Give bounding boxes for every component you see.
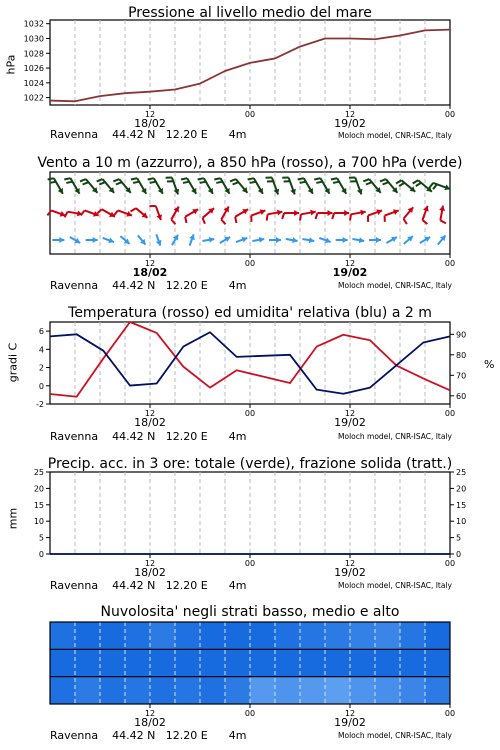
x-tick-label: 00	[244, 110, 256, 119]
temperature-chart	[0, 300, 500, 445]
cloud-cell	[150, 622, 176, 649]
barb-feather	[267, 214, 268, 220]
model-credit-1: Moloch model, CNR-ISAC, Italy	[338, 131, 452, 140]
cloud-cell	[250, 677, 276, 704]
barb-feather	[116, 182, 122, 184]
x-tick-label: 12	[344, 409, 356, 418]
wind-barb	[314, 178, 329, 194]
barb-feather	[203, 218, 205, 224]
cloud-cell	[100, 649, 126, 676]
cloud-title: Nuvolosita' negli strati basso, medio e alto	[100, 604, 400, 620]
wind-barb	[252, 237, 264, 243]
cloud-panel	[0, 600, 500, 750]
barb-feather	[235, 217, 236, 223]
date-label: 19/02	[334, 566, 366, 579]
wind-barb	[86, 237, 98, 243]
wind-barb	[166, 178, 180, 195]
y-tick-label: 1028	[23, 49, 44, 59]
precip-panel	[0, 452, 500, 597]
barb-feather	[350, 214, 351, 220]
wind-barb	[422, 206, 428, 224]
precip-title: Precip. acc. in 3 ore: totale (verde), frazione solida (tratt.)	[47, 456, 453, 472]
wind-barb	[380, 179, 397, 193]
y-tick-label: 20	[456, 484, 467, 494]
barb-feather	[181, 178, 187, 179]
wind-panel	[0, 150, 500, 295]
barb-feather	[433, 184, 437, 189]
y-tick-label: 90	[456, 330, 467, 340]
humidity-ylabel: %	[484, 358, 495, 371]
cloud-cell	[400, 649, 426, 676]
x-tick-label: 12	[344, 259, 356, 268]
wind-barb	[282, 178, 296, 195]
plot-frame	[50, 322, 450, 404]
cloud-cell	[125, 677, 151, 704]
y-tick-label: 5	[456, 533, 462, 543]
cloud-cell	[425, 677, 451, 704]
cloud-cell	[300, 677, 326, 704]
y-tick-label: 80	[456, 350, 467, 360]
barb-feather	[282, 213, 284, 219]
x-tick-label: 12	[144, 709, 156, 718]
plot-frame	[50, 472, 450, 554]
wind-barb	[363, 179, 380, 193]
x-tick-label: 00	[244, 259, 256, 268]
barb-feather	[131, 178, 137, 179]
cloud-cell	[325, 649, 351, 676]
cloud-cell	[225, 649, 251, 676]
barb-head	[93, 237, 98, 243]
date-label: 19/02	[334, 716, 366, 729]
barb-feather	[300, 182, 306, 183]
y-tick-label: 1032	[23, 19, 44, 29]
y-tick-label: 4	[38, 345, 44, 355]
barb-feather	[429, 183, 433, 188]
wind-barb	[396, 180, 415, 192]
barb-head	[344, 210, 349, 216]
barb-head	[276, 237, 281, 243]
location-line-2: Ravenna 44.42 N 12.20 E 4m	[50, 279, 247, 292]
barb-feather	[333, 182, 339, 183]
cloud-cell	[50, 649, 76, 676]
wind-barb	[413, 180, 432, 192]
wind-barb	[235, 209, 248, 223]
wind-barb	[203, 208, 214, 224]
cloud-cell	[150, 649, 176, 676]
wind-barb	[385, 209, 399, 222]
x-tick-label: 00	[244, 409, 256, 418]
cloud-cell	[225, 677, 251, 704]
cloud-cell	[150, 677, 176, 704]
wind-barb	[64, 178, 79, 194]
wind-barb	[214, 178, 229, 194]
y-tick-label: 10	[33, 517, 44, 527]
y-tick-label: 15	[456, 500, 467, 510]
cloud-cell	[400, 677, 426, 704]
x-tick-label: 00	[444, 709, 456, 718]
barb-head	[343, 237, 348, 243]
barb-feather	[50, 182, 56, 183]
cloud-cell	[300, 622, 326, 649]
wind-barb	[236, 237, 247, 243]
barb-feather	[133, 182, 139, 183]
barb-feather	[66, 182, 72, 183]
wind-barb	[185, 209, 198, 223]
wind-barb	[103, 238, 114, 244]
cloud-cell	[325, 622, 351, 649]
wind-barb	[230, 179, 247, 193]
x-tick-label: 12	[144, 409, 156, 418]
x-tick-label: 12	[144, 259, 156, 268]
wind-barb	[97, 179, 114, 193]
barb-feather	[150, 182, 156, 183]
barb-feather	[404, 219, 407, 224]
barb-feather	[331, 178, 337, 179]
wind-barb	[429, 183, 450, 190]
cloud-cell	[175, 649, 201, 676]
barb-feather	[131, 208, 136, 211]
barb-head	[328, 210, 333, 216]
x-tick-label: 12	[344, 709, 356, 718]
wind-barb	[336, 237, 348, 243]
wind-barb	[156, 234, 162, 245]
cloud-cell	[75, 649, 101, 676]
barb-feather	[216, 182, 222, 183]
barb-feather	[48, 178, 54, 179]
barb-feather	[97, 179, 103, 181]
wind-barb	[181, 178, 196, 194]
wind-barb	[332, 210, 349, 219]
cloud-cell	[425, 622, 451, 649]
y-tick-label: 1026	[23, 64, 44, 74]
barb-feather	[413, 180, 418, 183]
barb-feather	[185, 217, 186, 223]
humidity-line	[50, 332, 450, 394]
cloud-cell	[50, 622, 76, 649]
cloud-cell	[125, 622, 151, 649]
barb-feather	[314, 178, 320, 179]
date-label: 18/02	[134, 566, 166, 579]
date-label: 19/02	[334, 416, 366, 429]
cloud-cell	[300, 649, 326, 676]
barb-feather	[81, 210, 85, 215]
cloud-cell	[350, 622, 376, 649]
model-credit-2: Moloch model, CNR-ISAC, Italy	[338, 281, 452, 290]
date-label: 19/02	[332, 266, 368, 279]
barb-feather	[214, 178, 220, 179]
barb-feather	[64, 178, 70, 179]
wind-barb	[438, 235, 446, 244]
barb-feather	[316, 213, 318, 219]
cloud-cell	[100, 677, 126, 704]
x-tick-label: 12	[144, 559, 156, 568]
cloud-cell	[200, 622, 226, 649]
x-tick-label: 12	[344, 559, 356, 568]
y-tick-label: 25	[33, 468, 44, 477]
cloud-cell	[100, 622, 126, 649]
barb-feather	[399, 183, 404, 186]
pressure-ylabel: hPa	[4, 54, 18, 75]
y-tick-label: 1022	[23, 93, 44, 103]
y-tick-label: 15	[33, 500, 44, 510]
barb-head	[59, 237, 64, 243]
cloud-cell	[50, 677, 76, 704]
y-tick-label: 0	[38, 381, 44, 391]
cloud-cell	[325, 677, 351, 704]
wind-barb	[266, 178, 280, 195]
wind-barb	[350, 210, 366, 221]
precip-chart	[0, 452, 500, 597]
wind-barb	[80, 179, 97, 193]
x-tick-label: 00	[444, 409, 456, 418]
date-label: 18/02	[134, 117, 166, 130]
pressure-title: Pressione al livello medio del mare	[128, 5, 372, 21]
wind-barb	[149, 206, 162, 220]
barb-feather	[396, 180, 401, 183]
y-tick-label: 70	[456, 371, 467, 381]
precip-ylabel: mm	[6, 507, 20, 530]
wind-barb	[316, 210, 333, 219]
cloud-cell	[75, 622, 101, 649]
model-credit-4: Moloch model, CNR-ISAC, Italy	[338, 581, 452, 590]
barb-feather	[383, 182, 389, 184]
cloud-cell	[175, 622, 201, 649]
wind-barb	[131, 178, 146, 194]
wind-barb	[114, 210, 132, 216]
model-credit-3: Moloch model, CNR-ISAC, Italy	[338, 432, 452, 441]
cloud-cell	[350, 677, 376, 704]
barb-feather	[198, 178, 204, 179]
cloud-cell	[75, 677, 101, 704]
cloud-cell	[250, 622, 276, 649]
wind-barb	[138, 235, 146, 244]
wind-barb	[81, 210, 99, 216]
barb-feather	[233, 182, 239, 184]
wind-barb	[52, 237, 64, 243]
barb-feather	[83, 182, 89, 184]
wind-barb	[302, 237, 314, 243]
date-label: 18/02	[134, 416, 166, 429]
x-tick-label: 00	[244, 709, 256, 718]
x-tick-label: 12	[344, 110, 356, 119]
cloud-cell	[125, 649, 151, 676]
x-tick-label: 00	[444, 110, 456, 119]
wind-barb	[404, 236, 413, 244]
barb-feather	[200, 182, 206, 183]
wind-barb	[439, 206, 446, 224]
wind-barb	[189, 234, 195, 245]
temperature-title: Temperatura (rosso) ed umidita' relativa (blu) a 2 m	[68, 305, 432, 321]
y-tick-label: 6	[38, 327, 44, 337]
cloud-cell	[425, 649, 451, 676]
wind-barb	[113, 179, 130, 193]
wind-barb	[404, 207, 414, 224]
cloud-cell	[375, 649, 401, 676]
wind-barb	[131, 208, 148, 218]
y-tick-label: -2	[36, 400, 44, 409]
cloud-cell	[400, 622, 426, 649]
cloud-cell	[275, 677, 301, 704]
barb-feather	[416, 183, 421, 186]
model-credit-5: Moloch model, CNR-ISAC, Italy	[338, 731, 452, 740]
cloud-cell	[275, 649, 301, 676]
barb-feather	[300, 214, 301, 220]
location-line-1: Ravenna 44.42 N 12.20 E 4m	[50, 128, 247, 141]
barb-feather	[97, 209, 102, 213]
temperature-panel	[0, 300, 500, 445]
cloud-cell	[375, 677, 401, 704]
barb-feather	[114, 210, 118, 215]
barb-head	[376, 237, 381, 243]
x-tick-label: 00	[244, 559, 256, 568]
wind-chart	[0, 150, 500, 295]
wind-title: Vento a 10 m (azzurro), a 850 hPa (rosso), a 700 hPa (verde)	[37, 155, 463, 171]
barb-feather	[250, 182, 256, 183]
x-tick-label: 00	[444, 259, 456, 268]
date-label: 18/02	[132, 266, 168, 279]
wind-barb	[65, 210, 83, 217]
temperature-ylabel: gradi C	[6, 342, 20, 383]
y-tick-label: 5	[38, 533, 44, 543]
barb-head	[294, 210, 299, 216]
cloud-cell	[350, 649, 376, 676]
barb-feather	[248, 178, 254, 179]
cloud-chart	[0, 600, 500, 750]
barb-feather	[440, 220, 446, 223]
cloud-cell	[250, 649, 276, 676]
barb-feather	[65, 212, 68, 218]
wind-barb	[251, 209, 265, 222]
location-line-5: Ravenna 44.42 N 12.20 E 4m	[50, 729, 247, 742]
barb-feather	[363, 179, 369, 181]
cloud-cell	[200, 677, 226, 704]
y-tick-label: 1030	[23, 34, 44, 44]
x-tick-label: 12	[144, 110, 156, 119]
date-label: 19/02	[334, 117, 366, 130]
y-tick-label: 10	[456, 517, 467, 527]
location-line-4: Ravenna 44.42 N 12.20 E 4m	[50, 579, 247, 592]
date-label: 18/02	[134, 716, 166, 729]
cloud-cell	[200, 649, 226, 676]
y-tick-label: 1024	[23, 78, 44, 88]
y-tick-label: 2	[38, 363, 44, 373]
cloud-cell	[375, 622, 401, 649]
cloud-cell	[275, 622, 301, 649]
wind-barb	[349, 178, 363, 195]
barb-feather	[380, 179, 386, 181]
barb-feather	[230, 179, 236, 181]
barb-feather	[316, 182, 322, 183]
cloud-cell	[225, 622, 251, 649]
y-tick-label: 0	[456, 550, 462, 559]
y-tick-label: 0	[38, 550, 44, 559]
y-tick-label: 25	[456, 468, 467, 477]
cloud-cell	[175, 677, 201, 704]
barb-feather	[47, 210, 51, 215]
barb-feather	[183, 182, 189, 183]
wind-barb	[286, 237, 298, 243]
barb-feather	[148, 178, 154, 179]
x-tick-label: 00	[444, 559, 456, 568]
wind-barb	[300, 210, 316, 221]
location-line-3: Ravenna 44.42 N 12.20 E 4m	[50, 430, 247, 443]
wind-barb	[202, 237, 214, 243]
y-tick-label: 20	[33, 484, 44, 494]
wind-barb	[331, 178, 346, 194]
wind-barb	[282, 210, 299, 219]
barb-feather	[366, 182, 372, 184]
barb-feather	[113, 179, 119, 181]
barb-feather	[298, 178, 304, 179]
barb-feather	[80, 179, 86, 181]
wind-barb	[386, 237, 396, 243]
wind-barb	[352, 237, 364, 243]
y-tick-label: 60	[456, 391, 467, 401]
